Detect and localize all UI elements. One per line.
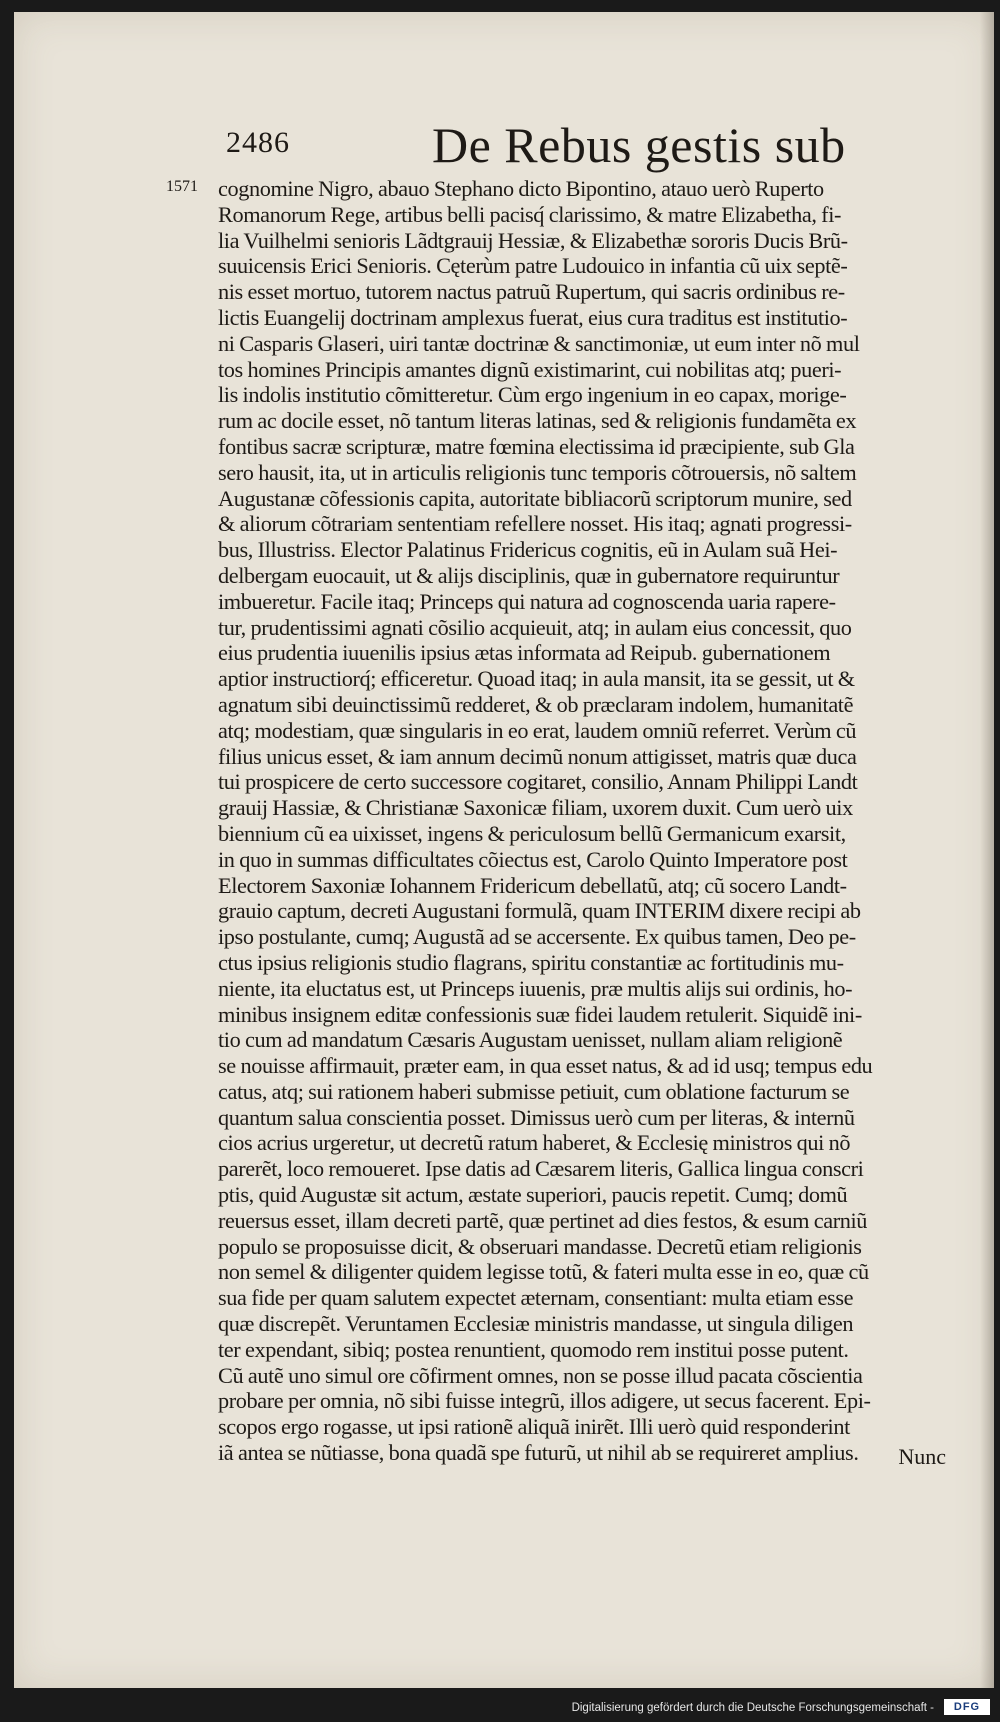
text-line: tio cum ad mandatum Cæsaris Augustam uenisset, nullam aliam religionẽ	[218, 1027, 843, 1053]
catchword: Nunc	[898, 1444, 946, 1469]
scanned-page	[14, 12, 994, 1688]
text-line: iã antea se nũtiasse, bona quadã spe futurũ, ut nihil ab se requireret amplius.	[218, 1440, 859, 1466]
text-line: reuersus esset, illam decreti partẽ, quæ pertinet ad dies festos, & esum carniũ	[218, 1207, 868, 1233]
text-line: tos homines Principis amantes dignũ existimarint, cui nobilitas atq; pueri-	[218, 356, 842, 382]
text-line: populo se proposuisse dicit, & obseruari mandasse. Decretũ etiam religionis	[218, 1233, 862, 1259]
text-line: probare per omnia, nõ sibi fuisse integrũ, illos adigere, ut secus facerent. Epi-	[218, 1388, 871, 1414]
text-line: biennium cũ ea uixisset, ingens & periculosum bellũ Germanicum exarsit,	[218, 820, 846, 846]
funding-credit: Digitalisierung gefördert durch die Deutsche Forschungsgemeinschaft -	[571, 1702, 934, 1714]
text-line: cios acrius urgeretur, ut decretũ ratum haberet, & Ecclesię ministros qui nõ	[218, 1130, 851, 1156]
text-line: suuicensis Erici Senioris. Cęterùm patre Ludouico in infantia cũ uix septẽ-	[218, 253, 848, 279]
text-line: nis esset mortuo, tutorem nactus patruũ Rupertum, qui sacris ordinibus re-	[218, 279, 845, 305]
text-line: & aliorum cõtrariam sententiam refellere nosset. His itaq; agnati progressi-	[218, 511, 852, 537]
text-line: quæ discrepẽt. Veruntamen Ecclesiæ ministris mandasse, ut singula diligen	[218, 1311, 854, 1337]
text-line: eius prudentia iuuenilis ipsius ætas informata ad Reipub. gubernationem	[218, 640, 831, 666]
text-line: Romanorum Rege, artibus belli pacisq́ clarissimo, & matre Elizabetha, fi-	[218, 201, 842, 227]
text-line: tur, prudentissimi agnati cõsilio acquieuit, atq; in aulam eius concessit, quo	[218, 614, 852, 640]
margin-year-note: 1571	[166, 178, 198, 195]
text-line: lis indolis institutio cõmitteretur. Cùm ergo ingenium in eo capax, morige-	[218, 382, 847, 408]
text-line: Electorem Saxoniæ Iohannem Fridericum debellatũ, atq; cũ socero Landt-	[218, 872, 847, 898]
text-line: parerẽt, loco remoueret. Ipse datis ad Cæsarem literis, Gallica lingua conscri	[218, 1156, 864, 1182]
text-line: aptior instructiorq́; efficeretur. Quoad itaq; in aula mansit, ita se gessit, ut &	[218, 666, 855, 692]
page-number: 2486	[226, 126, 290, 159]
text-line: imbueretur. Facile itaq; Princeps qui natura ad cognoscenda uaria rapere-	[218, 588, 836, 614]
text-line: tui prospicere de certo successore cogitaret, consilio, Annam Philippi Landt	[218, 769, 858, 795]
text-line: delbergam euocauit, ut & alijs disciplinis, quæ in gubernatore requiruntur	[218, 562, 840, 588]
text-line: lictis Euangelij doctrinam amplexus fuerat, eius cura traditus est institutio-	[218, 304, 848, 330]
text-line: ipso postulante, cumq; Augustã ad se accersente. Ex quibus tamen, Deo pe-	[218, 924, 856, 950]
text-line: se nouisse affirmauit, præter eam, in qua esset natus, & ad id usq; tempus edu	[218, 1053, 873, 1079]
text-line: niente, ita eluctatus est, ut Princeps iuuenis, præ multis alijs sui ordinis, ho-	[218, 975, 853, 1001]
text-line: fontibus sacræ scripturæ, matre fœmina electissima id præcipiente, sub Gla	[218, 433, 855, 459]
text-line: minibus insignem editæ confessionis suæ fidei laudem retulerit. Siquidẽ ini-	[218, 1001, 862, 1027]
text-line: ter expendant, sibiq; postea renuntient, quomodo rem institui posse putent.	[218, 1336, 849, 1362]
text-line: filius unicus esset, & iam annum decimũ nonum attigisset, matris quæ duca	[218, 743, 857, 769]
text-line: grauio captum, decreti Augustani formulã, quam INTERIM dixere recipi ab	[218, 898, 861, 924]
text-line: sero hausit, ita, ut in articulis religionis tunc temporis cõtrouersis, nõ saltem	[218, 459, 857, 485]
text-line: grauij Hassiæ, & Christianæ Saxonicæ filiam, uxorem duxit. Cum uerò uix	[218, 795, 853, 821]
text-line: catus, atq; sui rationem haberi submisse petiuit, cum oblatione facturum se	[218, 1078, 850, 1104]
text-line: Cũ autẽ uno simul ore cõfirment omnes, non se posse illud pacata cõscientia	[218, 1362, 863, 1388]
text-line: rum ac docile esset, nõ tantum literas latinas, sed & religionis fundamẽta ex	[218, 408, 857, 434]
text-line: bus, Illustriss. Elector Palatinus Fridericus cognitis, eũ in Aulam suã Hei-	[218, 537, 838, 563]
running-head: De Rebus gestis sub	[432, 117, 846, 173]
text-line: cognomine Nigro, abauo Stephano dicto Bipontino, atauo uerò Ruperto	[218, 176, 824, 201]
text-line: lia Vuilhelmi senioris Lãdtgrauij Hessiæ, & Elizabethæ sororis Ducis Brũ-	[218, 227, 848, 253]
dfg-logo-icon: DFG	[944, 1699, 990, 1715]
text-line: agnatum sibi deuinctissimũ redderet, & ob præclaram indolem, humanitatẽ	[218, 691, 854, 717]
text-line: in quo in summas difficultates cõiectus est, Carolo Quinto Imperatore post	[218, 846, 848, 872]
body-text	[218, 176, 950, 1466]
text-line: non semel & diligenter quidem legisse totũ, & fateri multa esse in eo, quæ cũ	[218, 1259, 869, 1285]
text-line: ni Casparis Glaseri, uiri tantæ doctrinæ & sanctimoniæ, ut eum inter nõ mul	[218, 330, 860, 356]
text-line: ptis, quid Augustæ sit actum, æstate superiori, paucis repetit. Cumq; domũ	[218, 1182, 848, 1208]
text-line: scopos ergo rogasse, ut ipsi rationẽ aliquã inirẽt. Illi uerò quid responderint	[218, 1414, 850, 1440]
text-line: sua fide per quam salutem expectet æternam, consentiant: multa etiam esse	[218, 1285, 854, 1311]
footer-bar	[0, 1694, 1000, 1722]
text-line: atq; modestiam, quæ singularis in eo erat, laudem omniũ referret. Verùm cũ	[218, 717, 857, 743]
text-line: Augustanæ cõfessionis capita, autoritate bibliacorũ scriptorum munire, sed	[218, 485, 852, 511]
text-line: ctus ipsius religionis studio flagrans, spiritu constantiæ ac fortitudinis mu-	[218, 949, 844, 975]
text-line: quantum salua conscientia posset. Dimissus uerò cum per literas, & internũ	[218, 1104, 855, 1130]
